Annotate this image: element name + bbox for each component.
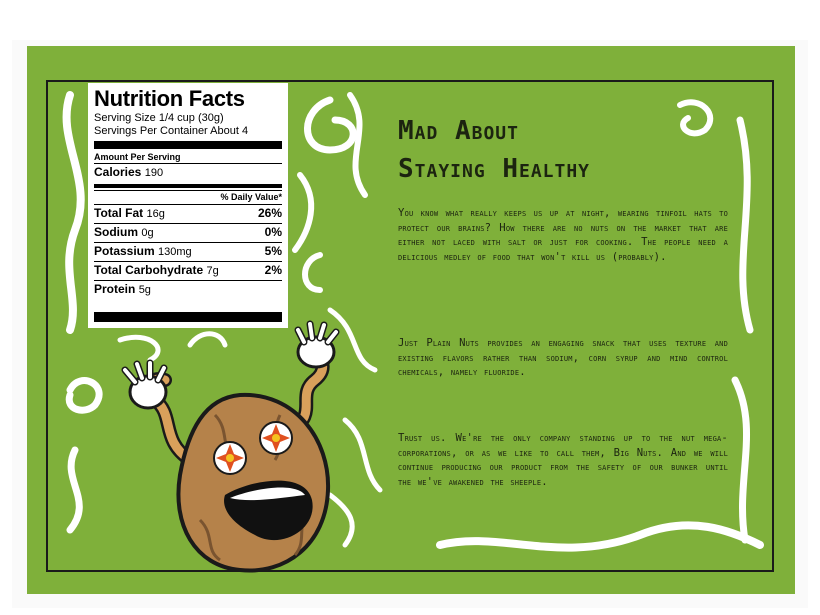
- paragraph-product: Just Plain Nuts provides an engaging snack that uses texture and existing flavors rather than sodium, corn syrup and mind control chemicals, namely fluoride.: [398, 337, 728, 379]
- walnut-mascot-illustration: [80, 320, 400, 580]
- servings-per-container: [94, 125, 282, 138]
- nutrient-row: [94, 261, 282, 280]
- nutrient-row: [94, 242, 282, 261]
- left-eye-icon: [214, 442, 246, 474]
- paragraph-intro: You know what really keeps us up at night, wearing tinfoil hats to protect our brains? How there are no nuts on the market that are either not laced with salt or just for cooking. The people need a delicious medley of food that won't kill us (probably).: [398, 207, 728, 263]
- medium-divider: [94, 184, 282, 188]
- calories-label: Calories: [94, 165, 142, 179]
- nutrient-row: [94, 204, 282, 223]
- nutrient-percent: 5%: [264, 244, 282, 258]
- nutrient-label: Total Fat: [94, 206, 144, 220]
- nutrient-label: Potassium: [94, 244, 155, 258]
- servings-value: 4: [241, 125, 249, 137]
- headline-line-1: Mad About: [398, 116, 519, 146]
- left-glove-icon: [125, 363, 166, 408]
- nutrient-amount: 16g: [146, 208, 165, 220]
- serving-size: [94, 112, 282, 125]
- servings-label: Servings Per Container About: [94, 125, 239, 137]
- nutrient-percent: 0%: [264, 225, 282, 239]
- nutrition-facts-label: [88, 83, 288, 328]
- nutrient-amount: 0g: [141, 227, 154, 239]
- serving-size-label: Serving Size: [94, 112, 156, 124]
- nutrient-percent: 2%: [264, 263, 282, 277]
- thick-divider: [94, 141, 282, 149]
- nutrient-row: [94, 280, 282, 299]
- nutrient-label: Total Carbohydrate: [94, 263, 204, 277]
- daily-value-header: % Daily Value*: [94, 190, 282, 204]
- nutrient-amount: 5g: [138, 284, 151, 296]
- nutrient-row: [94, 223, 282, 242]
- nutrient-amount: 7g: [206, 265, 219, 277]
- nutrient-label: Sodium: [94, 225, 138, 239]
- right-glove-icon: [298, 324, 336, 367]
- serving-size-value: 1/4 cup (30g): [158, 112, 224, 124]
- paragraph-trust: Trust us. We're the only company standing up to the nut mega-corporations, or as we like to call them, Big Nuts. And we will continue producing our product from the safety of our bunker until the we've awakened the sheeple.: [398, 432, 728, 488]
- nutrient-percent: 26%: [257, 206, 282, 220]
- nutrient-label: Protein: [94, 282, 136, 296]
- nutrient-amount: 130mg: [158, 246, 192, 258]
- right-eye-icon: [260, 422, 292, 454]
- calories-row: [94, 163, 282, 182]
- nutrition-title: Nutrition Facts: [94, 86, 245, 111]
- amount-per-serving: Amount Per Serving: [94, 152, 181, 162]
- headline: [398, 112, 698, 188]
- headline-line-2: Staying Healthy: [398, 154, 591, 184]
- calories-value: 190: [144, 167, 164, 179]
